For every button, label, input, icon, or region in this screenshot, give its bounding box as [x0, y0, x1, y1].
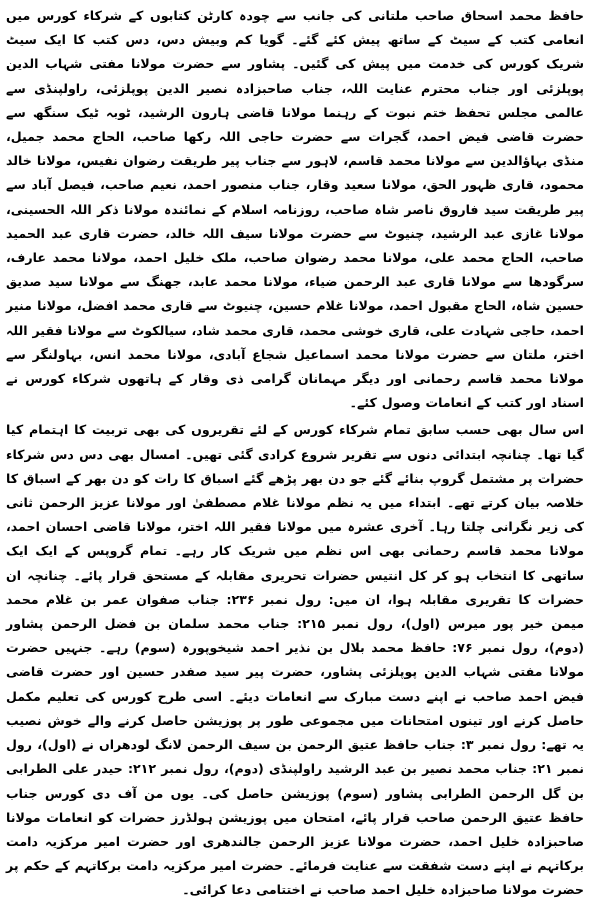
paragraph-awards: حافظ محمد اسحاق صاحب ملتانی کی جانب سے چودہ کارٹن کتابوں کے شرکاء کورس میں انعامی کتب کے سیٹ کے ساتھ پیش کئے گئے۔ گویا کم وبیش دس، دس کتب کا ایک سیٹ شریک کورس کی خدمت میں پیش کی گئیں۔ پشاور سے حضرت مولانا مفتی شہاب الدین پوپلزئی اور جناب محترم عنایت اللہ، جناب صاحبزادہ نصیر الدین پوپلزئی، راولپنڈی سے عالمی مجلس تحفظ ختم نبوت کے رہنما مولانا قاضی ہارون الرشید، ٹوبہ ٹیک سنگھ سے حضرت قاضی فیض احمد، گجرات سے حضرت حاجی اللہ رکھا صاحب، الحاج محمد جمیل، منڈی بہاؤالدین سے مولانا محمد قاسم، لاہور سے جناب پیر طریقت رضوان نفیس، مولانا خالد محمود، قاری ظہور الحق، مولانا سعید وقار، جناب منصور احمد، نعیم صاحب، فیصل آباد سے پیر طریقت سید فاروق ناصر شاہ صاحب، روزنامہ اسلام کے نمائندہ مولانا ذکر اللہ الحسینی، مولانا غازی عبد الرشید، چنیوٹ سے حضرت مولانا سیف اللہ خالد، حضرت قاری عبد الحمید صاحب، الحاج محمد علی، مولانا محمد رضوان صاحب، ملک خلیل احمد، مولانا محمد عارف، سرگودھا سے مولانا قاری عبد الرحمن ضیاء، مولانا محمد عابد، جھنگ سے مولانا سید صدیق حسین شاہ، الحاج مقبول احمد، مولانا غلام حسین، چنیوٹ سے قاری محمد افضل، مولانا منیر احمد، حاجی شہادت علی، قاری خوشی محمد، قاری محمد شاد، سیالکوٹ سے مولانا فقیر اللہ اختر، ملتان سے حضرت مولانا محمد اسماعیل شجاع آبادی، مولانا محمد انس، بہاولنگر سے مولانا محمد قاسم رحمانی اور دیگر مہمانان گرامی ذی وقار کے ہاتھوں شرکاء کورس نے اسناد اور کتب کے انعامات وصول کئے۔: [6, 8, 584, 411]
paragraph-speech-training: اس سال بھی حسب سابق تمام شرکاء کورس کے لئے تقریروں کی بھی تربیت کا اہتمام کیا گیا تھا۔ چنانچہ ابتدائی دنوں سے تقریر شروع کرادی گئی تھیں۔ امسال بھی دس دس شرکاء حضرات پر مشتمل گروپ بنائے گئے جو دن بھر پڑھے گئے اسباق کا رات کو دن بھر کے اسباق کا خلاصہ بیان کرتے تھے۔ ابتداء میں یہ نظم مولانا غلام مصطفیٰ اور مولانا عزیز الرحمن ثانی کی زیر نگرانی چلتا رہا۔ آخری عشرہ میں مولانا فقیر اللہ اختر، مولانا قاضی احسان احمد، مولانا محمد قاسم رحمانی بھی اس نظم میں شریک کار رہے۔ تمام گروپس کے ایک ایک ساتھی کا انتخاب ہو کر کل انتیس حضرات تحریری مقابلہ کے مستحق قرار پائے۔ چنانچہ ان حضرات کا تقریری مقابلہ ہوا، ان میں: رول نمبر ۲۳۶: جناب صفوان عمر بن غلام محمد میمن خیر پور میرس (اول)، رول نمبر ۲۱۵: جناب محمد سلمان بن فضل الرحمن پشاور (دوم)، رول نمبر ۷۶: حافظ محمد بلال بن نذیر احمد شیخوپورہ (سوم) رہے۔ جنہیں حضرت مولانا مفتی شہاب الدین پوپلزئی پشاور، حضرت پیر سید صفدر حسین اور حضرت قاضی فیض احمد صاحب نے اپنے دست مبارک سے انعامات دیئے۔ اسی طرح کورس کی تعلیم مکمل حاصل کرنے اور تینوں امتحانات میں مجموعی طور پر پوزیشن حاصل کرنے والے خوش نصیب یہ تھے: رول نمبر ۳: جناب حافظ عتیق الرحمن بن سیف الرحمن لانگ لودھراں نے (اول)، رول نمبر ۲۱: جناب محمد نصیر بن عبد الرشید راولپنڈی (دوم)، رول نمبر ۲۱۲: حیدر علی الطرابی بن گل الرحمن الطرابی پشاور (سوم) پوزیشن حاصل کی۔ یوں من آف دی کورس جناب حافظ عتیق الرحمن صاحب قرار پائے، امتحان میں پوزیشن ہولڈرز حضرات کو انعامات مولانا صاحبزادہ خلیل احمد، حضرت مولانا عزیز الرحمن جالندھری اور حضرت امیر مرکزیہ دامت برکاتہم نے اپنے دست شفقت سے عنایت فرمائے۔ حضرت امیر مرکزیہ دامت برکاتہم کے حکم پر حضرت مولانا صاحبزادہ خلیل احمد صاحب نے اختتامی دعا کرائی۔: [6, 422, 585, 898]
